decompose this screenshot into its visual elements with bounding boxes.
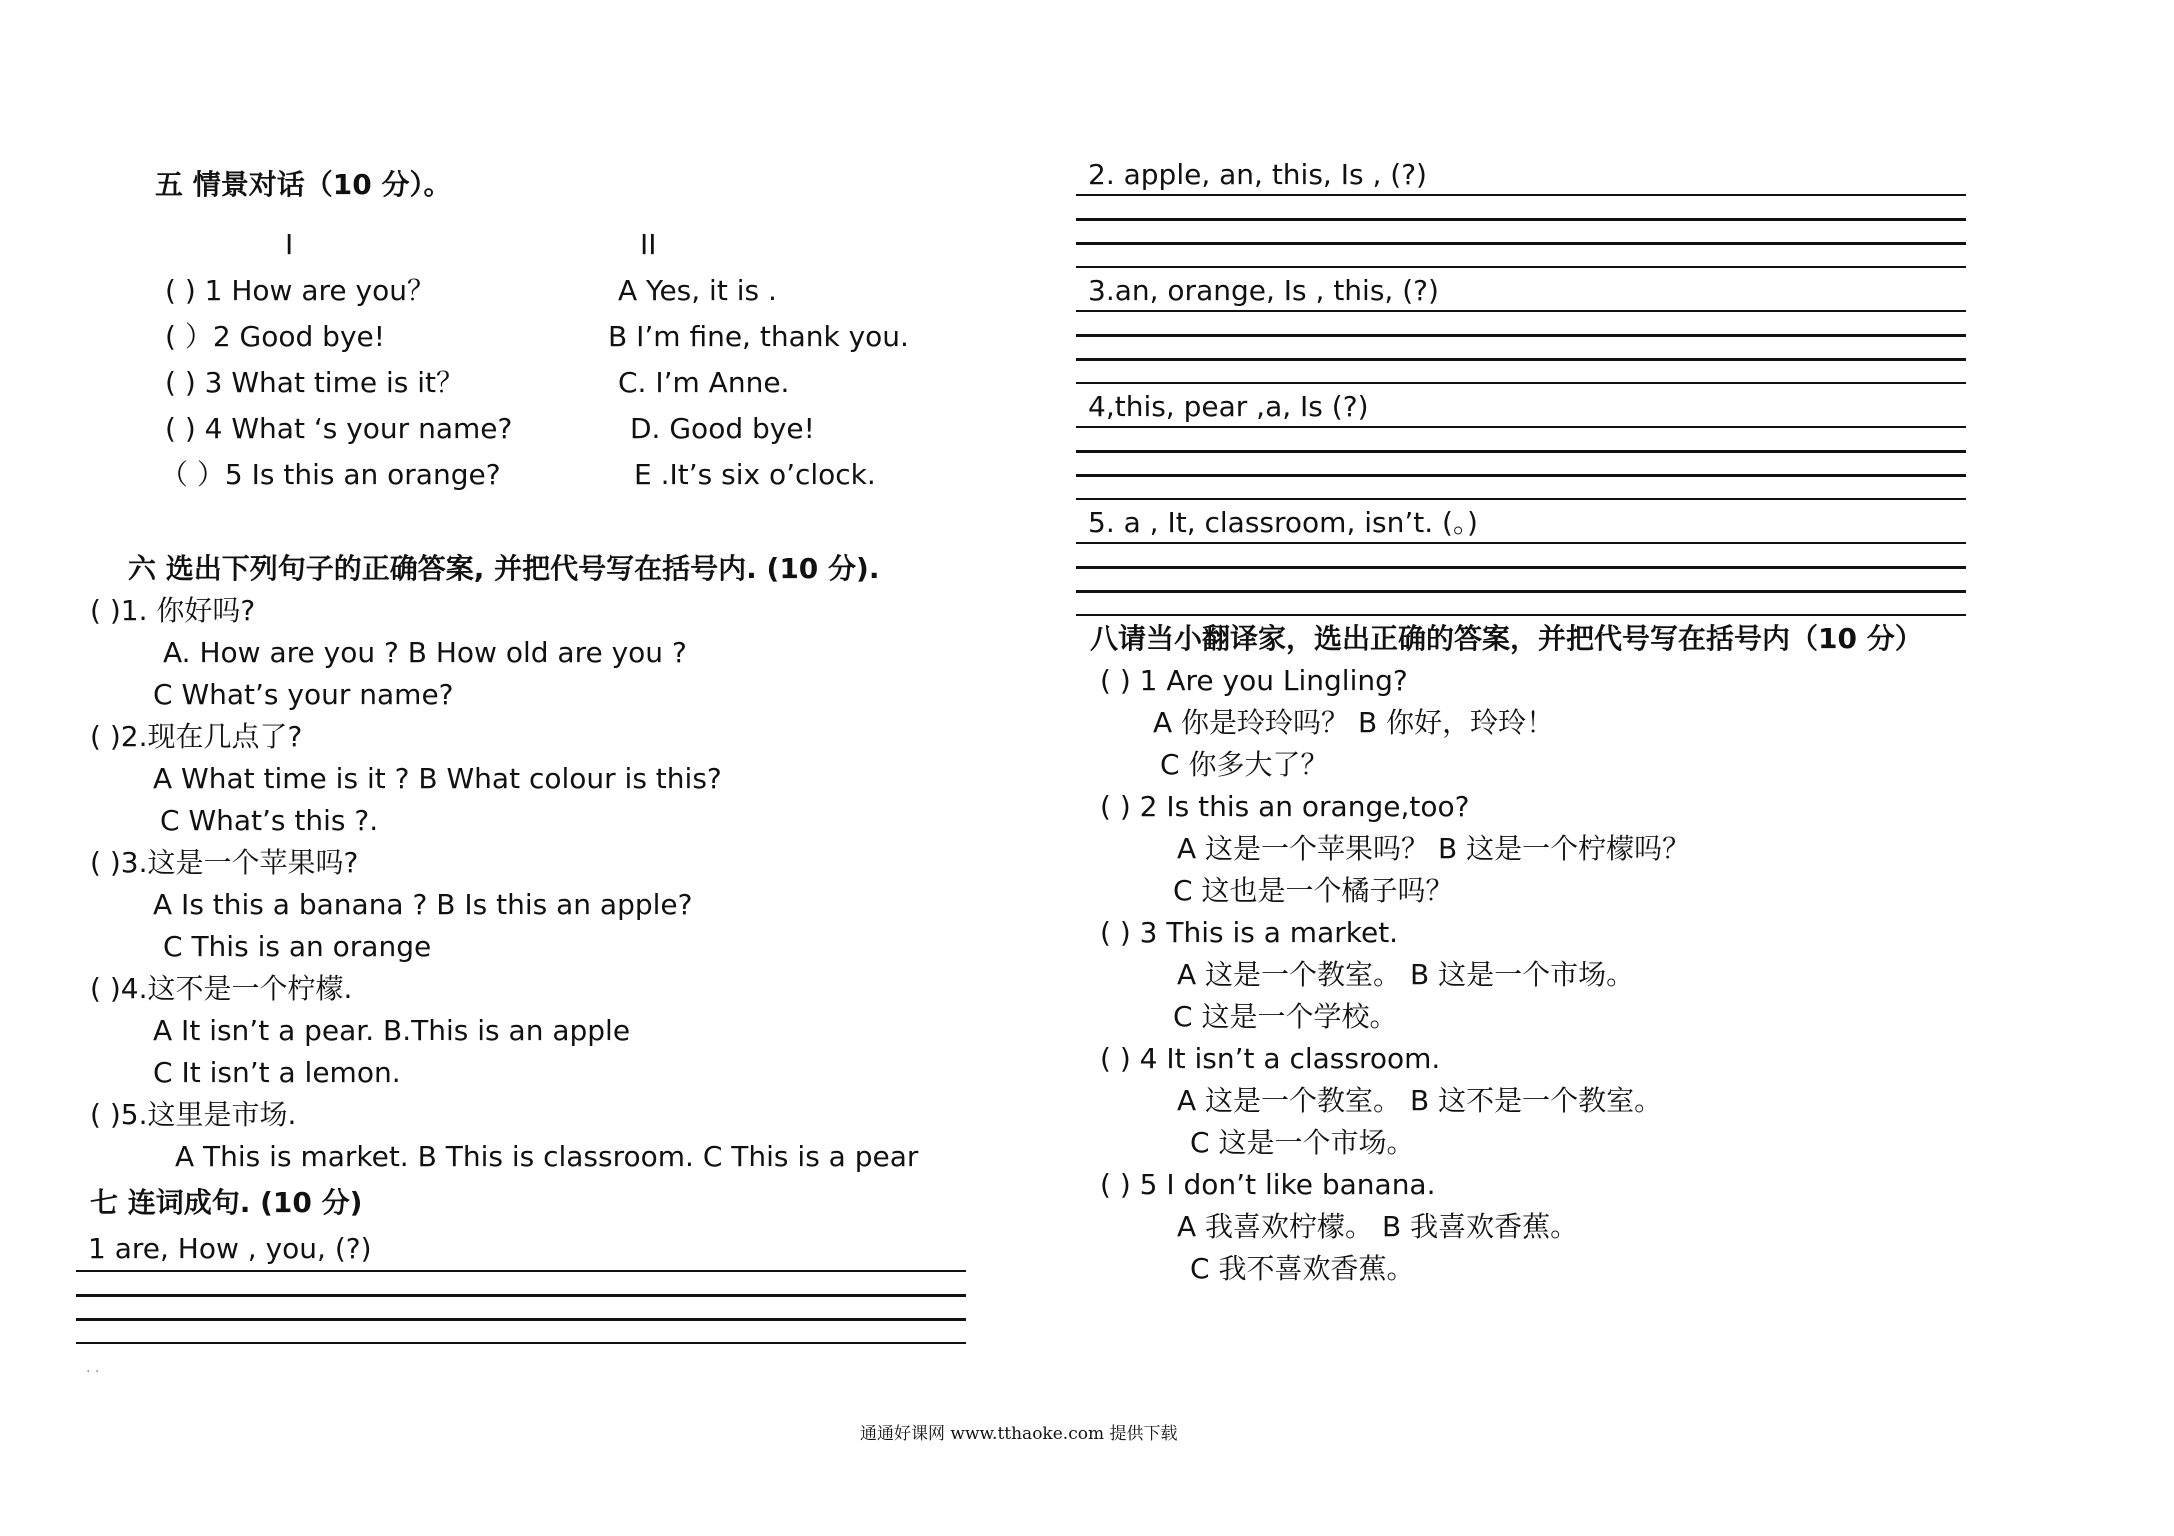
s6-q1-option-c: C What’s your name? <box>153 678 454 711</box>
section-6-title: 六 选出下列句子的正确答案, 并把代号写在括号内. (10 分). <box>128 552 880 585</box>
answer-line <box>1076 566 1966 569</box>
s5-answer-c: C. I’m Anne. <box>618 366 790 399</box>
s8-q1-option-c: C 你多大了？ <box>1160 748 1329 781</box>
answer-line <box>1076 450 1966 453</box>
s6-question-1: ( )1. 你好吗? <box>90 594 256 627</box>
answer-line <box>1076 614 1966 616</box>
s8-q2-option-c: C 这也是一个橘子吗？ <box>1173 874 1454 907</box>
s8-q3-option-c: C 这是一个学校。 <box>1173 1000 1398 1033</box>
s5-answer-e: E .It’s six o’clock. <box>634 458 876 491</box>
answer-line <box>1076 474 1966 477</box>
answer-line <box>1076 590 1966 593</box>
s6-q1-options-ab: A. How are you ? B How old are you ? <box>163 636 687 669</box>
s7-question-1: 1 are, How , you, (?) <box>88 1232 372 1265</box>
answer-line <box>1076 194 1966 196</box>
s8-q5-options-ab: A 我喜欢柠檬。 B 我喜欢香蕉。 <box>1177 1210 1579 1243</box>
s6-q5-options: A This is market. B This is classroom. C This is a pear <box>175 1140 919 1173</box>
s6-question-3: ( )3.这是一个苹果吗? <box>90 846 359 879</box>
s6-q4-options-ab: A It isn’t a pear. B.This is an apple <box>153 1014 631 1047</box>
page-footer: 通通好课网 www.tthaoke.com 提供下载 <box>860 1424 1178 1444</box>
s6-q4-option-c: C It isn’t a lemon. <box>153 1056 401 1089</box>
section-5-title: 五 情景对话（10 分）。 <box>155 168 452 201</box>
s8-q2-options-ab: A 这是一个苹果吗？ B 这是一个柠檬吗？ <box>1177 832 1691 865</box>
answer-line <box>1076 310 1966 312</box>
s6-question-5: ( )5.这里是市场. <box>90 1098 297 1131</box>
answer-line <box>1076 498 1966 500</box>
answer-line <box>1076 334 1966 337</box>
s8-question-3: ( ) 3 This is a market. <box>1100 916 1399 949</box>
section-8-title: 八请当小翻译家，选出正确的答案，并把代号写在括号内（10 分） <box>1090 622 1923 655</box>
s6-question-4: ( )4.这不是一个柠檬. <box>90 972 353 1005</box>
s7-question-3: 3.an, orange, Is , this, (?) <box>1088 274 1439 307</box>
s8-q4-option-c: C 这是一个市场。 <box>1190 1126 1415 1159</box>
answer-line <box>76 1294 966 1297</box>
answer-line <box>1076 542 1966 544</box>
answer-line <box>1076 266 1966 268</box>
s8-question-5: ( ) 5 I don’t like banana. <box>1100 1168 1436 1201</box>
s6-question-2: ( )2.现在几点了? <box>90 720 303 753</box>
s7-question-4: 4,this, pear ,a, Is (?) <box>1088 390 1369 423</box>
answer-line <box>1076 358 1966 361</box>
s6-q3-option-c: C This is an orange <box>163 930 432 963</box>
s6-q2-options-ab: A What time is it ? B What colour is this? <box>153 762 722 795</box>
s5-answer-a: A Yes, it is . <box>618 274 777 307</box>
s5-question-4: ( ) 4 What ‘s your name? <box>165 412 513 445</box>
s8-question-1: ( ) 1 Are you Lingling? <box>1100 664 1408 697</box>
s7-question-5: 5. a , It, classroom, isn’t. (。) <box>1088 506 1478 539</box>
s8-q1-options-ab: A 你是玲玲吗？ B 你好，玲玲！ <box>1153 706 1555 739</box>
s5-answer-d: D. Good bye! <box>630 412 815 445</box>
answer-line <box>1076 382 1966 384</box>
answer-line <box>1076 426 1966 428</box>
s8-q4-options-ab: A 这是一个教室。 B 这不是一个教室。 <box>1177 1084 1663 1117</box>
s5-question-5: （ ）5 Is this an orange? <box>160 458 501 491</box>
s8-question-4: ( ) 4 It isn’t a classroom. <box>1100 1042 1441 1075</box>
s6-q3-options-ab: A Is this a banana ? B Is this an apple? <box>153 888 693 921</box>
s5-question-3: ( ) 3 What time is it？ <box>165 366 465 399</box>
answer-line <box>76 1342 966 1344</box>
s5-answer-b: B I’m fine, thank you. <box>608 320 909 353</box>
s5-question-1: ( ) 1 How are you？ <box>165 274 435 307</box>
column-label-2: II <box>640 228 657 261</box>
answer-line <box>1076 218 1966 221</box>
s5-question-2: ( ）2 Good bye! <box>165 320 385 353</box>
s8-q3-options-ab: A 这是一个教室。 B 这是一个市场。 <box>1177 958 1635 991</box>
column-label-1: I <box>285 228 294 261</box>
s8-question-2: ( ) 2 Is this an orange,too? <box>1100 790 1470 823</box>
s6-q2-option-c: C What’s this ?. <box>160 804 379 837</box>
answer-line <box>1076 242 1966 245</box>
stray-mark: · · <box>86 1364 100 1380</box>
s8-q5-option-c: C 我不喜欢香蕉。 <box>1190 1252 1415 1285</box>
answer-line <box>76 1270 966 1272</box>
s7-question-2: 2. apple, an, this, Is , (?) <box>1088 158 1427 191</box>
answer-line <box>76 1318 966 1321</box>
section-7-title: 七 连词成句. (10 分) <box>90 1186 363 1219</box>
